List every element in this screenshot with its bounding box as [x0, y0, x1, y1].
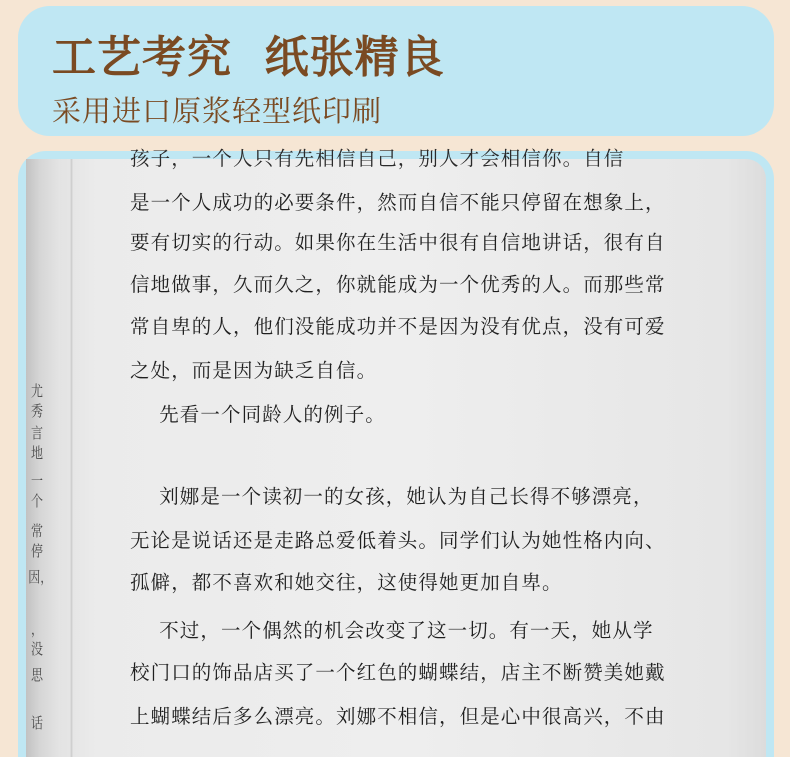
gutter-shadow	[70, 159, 73, 757]
text-line: 孩子，一个人只有先相信自己，别人才会相信你。自信	[130, 147, 625, 170]
text-line: 先看一个同龄人的例子。	[130, 403, 386, 426]
banner-title: 工艺考究 纸张精良	[52, 32, 445, 83]
text-line: 校门口的饰品店买了一个红色的蝴蝶结，店主不断赞美她戴	[130, 661, 666, 684]
text-line: 信地做事，久而久之，你就能成为一个优秀的人。而那些常	[130, 273, 666, 296]
banner-subtitle: 采用进口原浆轻型纸印刷	[52, 94, 383, 128]
margin-text: 一个	[30, 472, 43, 510]
margin-text: 言地	[30, 424, 43, 462]
margin-text: 话	[30, 714, 43, 732]
margin-text: 常停	[30, 522, 43, 560]
text-line: 刘娜是一个读初一的女孩，她认为自己长得不够漂亮，	[130, 485, 654, 508]
text-line: 是一个人成功的必要条件，然而自信不能只停留在想象上，	[130, 191, 666, 214]
margin-text: 思	[30, 666, 43, 684]
promo-banner	[18, 6, 774, 136]
margin-text: 因，	[28, 568, 53, 586]
text-line: 孤僻，都不喜欢和她交往，这使得她更加自卑。	[130, 571, 563, 594]
text-line: 常自卑的人，他们没能成功并不是因为没有优点，没有可爱	[130, 315, 666, 338]
text-line: 无论是说话还是走路总爱低着头。同学们认为她性格内向、	[130, 529, 666, 552]
text-line: 不过，一个偶然的机会改变了这一切。有一天，她从学	[130, 619, 654, 642]
text-line: 上蝴蝶结后多么漂亮。刘娜不相信，但是心中很高兴，不由	[130, 705, 666, 728]
text-line: 要有切实的行动。如果你在生活中很有自信地讲话，很有自	[130, 231, 666, 254]
text-line: 之处，而是因为缺乏自信。	[130, 359, 378, 382]
margin-text: ，没	[30, 620, 43, 658]
book-page-photo	[26, 147, 766, 757]
margin-text: 尤秀	[30, 382, 43, 420]
